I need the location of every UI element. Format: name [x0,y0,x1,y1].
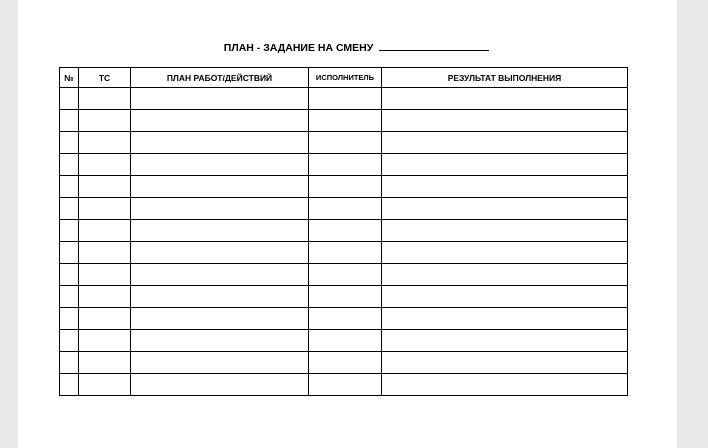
table-row [60,264,628,286]
table-row [60,286,628,308]
cell-result [382,242,628,264]
cell-executor [309,374,382,396]
cell-work-plan [131,330,309,352]
cell-number [60,308,79,330]
table-row [60,88,628,110]
cell-number [60,220,79,242]
cell-result [382,352,628,374]
cell-vehicle [79,88,131,110]
cell-vehicle [79,308,131,330]
cell-result [382,286,628,308]
cell-result [382,220,628,242]
cell-work-plan [131,132,309,154]
cell-number [60,374,79,396]
cell-executor [309,110,382,132]
header-number: № [60,68,79,88]
cell-vehicle [79,176,131,198]
cell-number [60,110,79,132]
cell-work-plan [131,88,309,110]
header-vehicle: ТС [79,68,131,88]
cell-result [382,110,628,132]
table-row [60,198,628,220]
table-row [60,374,628,396]
cell-number [60,176,79,198]
table-row [60,132,628,154]
cell-number [60,198,79,220]
cell-work-plan [131,374,309,396]
table-row [60,352,628,374]
cell-number [60,330,79,352]
cell-number [60,242,79,264]
header-work-plan: ПЛАН РАБОТ/ДЕЙСТВИЙ [131,68,309,88]
cell-vehicle [79,264,131,286]
cell-vehicle [79,286,131,308]
cell-result [382,176,628,198]
cell-result [382,88,628,110]
cell-vehicle [79,154,131,176]
table-row [60,330,628,352]
cell-executor [309,220,382,242]
table-row [60,242,628,264]
cell-vehicle [79,110,131,132]
table-row [60,220,628,242]
cell-result [382,154,628,176]
cell-executor [309,242,382,264]
table-row [60,308,628,330]
cell-work-plan [131,198,309,220]
cell-number [60,88,79,110]
cell-executor [309,286,382,308]
cell-result [382,264,628,286]
cell-vehicle [79,330,131,352]
cell-executor [309,330,382,352]
cell-executor [309,176,382,198]
cell-executor [309,264,382,286]
cell-vehicle [79,242,131,264]
cell-work-plan [131,242,309,264]
page-title [18,41,677,54]
document-page [18,0,677,448]
cell-work-plan [131,110,309,132]
cell-vehicle [79,198,131,220]
cell-result [382,308,628,330]
header-result: РЕЗУЛЬТАТ ВЫПОЛНЕНИЯ [382,68,628,88]
cell-executor [309,154,382,176]
title-text: ПЛАН - ЗАДАНИЕ НА СМЕНУ [223,42,374,54]
table-body [60,88,628,396]
cell-executor [309,198,382,220]
cell-result [382,374,628,396]
cell-executor [309,132,382,154]
cell-vehicle [79,132,131,154]
cell-work-plan [131,154,309,176]
cell-work-plan [131,352,309,374]
cell-number [60,286,79,308]
table-row [60,176,628,198]
cell-vehicle [79,352,131,374]
cell-result [382,132,628,154]
cell-number [60,352,79,374]
header-executor: ИСПОЛНИТЕЛЬ [309,68,382,88]
cell-work-plan [131,220,309,242]
cell-work-plan [131,286,309,308]
shift-plan-table [59,67,628,396]
cell-number [60,132,79,154]
cell-executor [309,308,382,330]
cell-executor [309,352,382,374]
cell-executor [309,88,382,110]
cell-number [60,264,79,286]
cell-work-plan [131,308,309,330]
cell-work-plan [131,176,309,198]
cell-vehicle [79,220,131,242]
cell-work-plan [131,264,309,286]
cell-result [382,330,628,352]
table-row [60,154,628,176]
table-row [60,110,628,132]
cell-result [382,198,628,220]
cell-number [60,154,79,176]
table-header-row [60,68,628,88]
shift-date-blank [379,41,489,51]
cell-vehicle [79,374,131,396]
